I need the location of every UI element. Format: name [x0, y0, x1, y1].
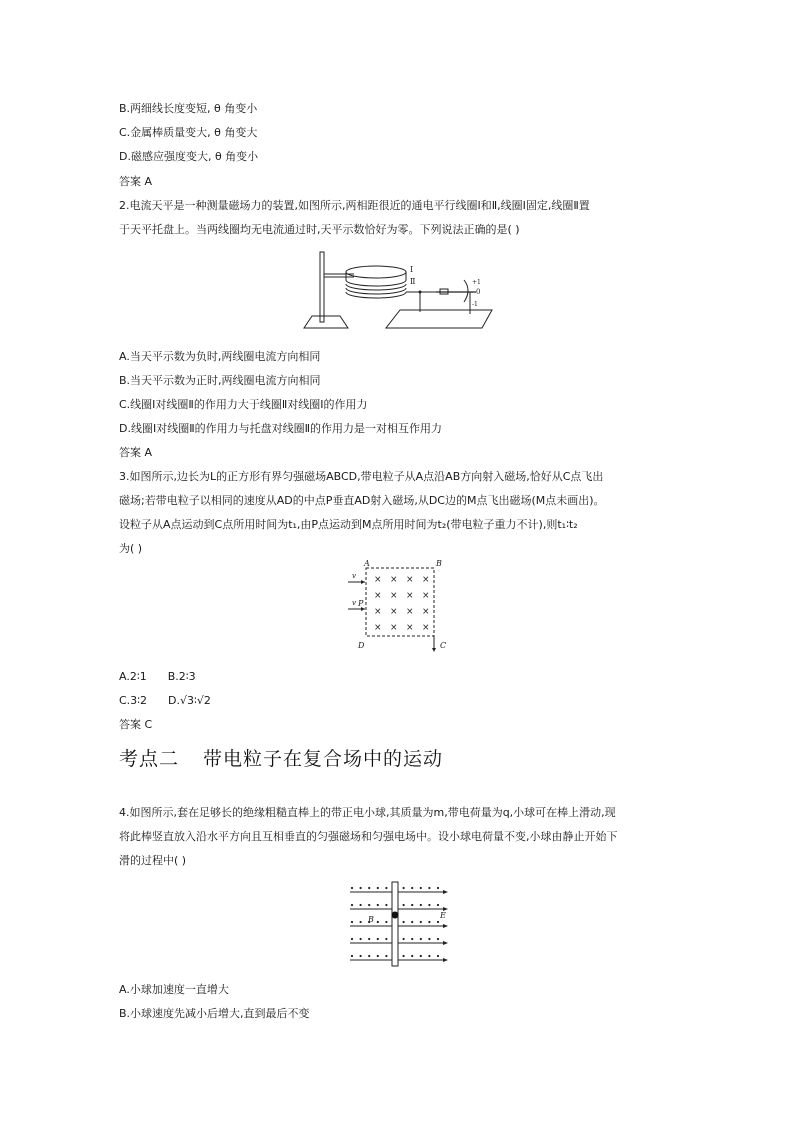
magnetic-field-dot	[351, 938, 353, 940]
field-arrow	[443, 890, 448, 894]
magnetic-field-dot	[385, 887, 387, 889]
section-title: 带电粒子在复合场中的运动	[203, 748, 444, 770]
field-cross: ×	[422, 575, 430, 585]
q4-stem-line1: 4.如图所示,套在足够长的绝缘粗糙直棒上的带正电小球,其质量为m,带电荷量为q,小球可在棒上滑动,现	[119, 806, 616, 819]
magnetic-field-dot	[437, 938, 439, 940]
magnetic-field-dot	[377, 904, 379, 906]
magnetic-field-dot	[428, 938, 430, 940]
magnetic-field-dot	[411, 955, 413, 957]
field-cross: ×	[390, 591, 398, 601]
q4-stem-line3: 滑的过程中( )	[119, 854, 187, 867]
magnetic-field-dot	[403, 955, 405, 957]
magnetic-field-dot	[351, 955, 353, 957]
magnetic-field-dot	[351, 887, 353, 889]
magnetic-field-dot	[377, 938, 379, 940]
magnetic-field-dot	[411, 938, 413, 940]
field-cross: ×	[406, 591, 414, 601]
magnetic-field-dot	[385, 921, 387, 923]
scale-plus: +1	[472, 279, 481, 286]
scale-zero: 0	[476, 288, 481, 296]
field-lines	[350, 887, 448, 962]
q4-stem-line2: 将此棒竖直放入沿水平方向且互相垂直的匀强磁场和匀强电场中。设小球电荷量不变,小球由静止开始下	[119, 830, 618, 843]
field-cross: ×	[422, 591, 430, 601]
corner-b: B	[436, 559, 442, 568]
magnetic-field-dot	[420, 887, 422, 889]
q2-option-d: D.线圈Ⅰ对线圈Ⅱ的作用力与托盘对线圈Ⅱ的作用力是一对相互作用力	[119, 422, 443, 435]
field-cross: ×	[390, 575, 398, 585]
magnetic-field-dot	[368, 955, 370, 957]
magnetic-field-dot	[411, 904, 413, 906]
field-cross: ×	[406, 575, 414, 585]
magnetic-field-dot	[420, 938, 422, 940]
magnetic-field-dot	[385, 904, 387, 906]
magnetic-field-dot	[437, 921, 439, 923]
q2-option-b: B.当天平示数为正时,两线圈电流方向相同	[119, 374, 321, 387]
field-cross: ×	[422, 607, 430, 617]
field-arrow	[443, 941, 448, 945]
field-cross: ×	[422, 623, 430, 633]
magnetic-field-dot	[403, 887, 405, 889]
midpoint-p: P	[358, 599, 364, 608]
magnetic-field-dot	[428, 904, 430, 906]
section-heading	[119, 744, 443, 771]
field-cross: ×	[374, 591, 382, 601]
magnetic-field-dot	[437, 887, 439, 889]
q3-option-d: D.√3∶√2	[168, 694, 211, 707]
magnetic-field-dot	[368, 887, 370, 889]
magnetic-field-dot	[360, 887, 362, 889]
field-label-e: E	[440, 911, 446, 920]
q1-answer: 答案 A	[119, 175, 153, 188]
q3-answer: 答案 C	[119, 718, 153, 731]
velocity-label-2: v	[352, 599, 356, 607]
magnetic-field-dot	[360, 938, 362, 940]
corner-d: D	[358, 641, 365, 650]
q3-option-a: A.2∶1	[119, 670, 147, 683]
q3-stem-line2: 磁场;若带电粒子以相同的速度从AD的中点P垂直AD射入磁场,从DC边的M点飞出磁场(M点未画出)。	[119, 494, 605, 507]
magnetic-field-dot	[403, 921, 405, 923]
q4-option-a: A.小球加速度一直增大	[119, 983, 229, 996]
q3-stem-line1: 3.如图所示,边长为L的正方形有界匀强磁场ABCD,带电粒子从A点沿AB方向射入磁场,恰好从C点飞出	[119, 470, 604, 483]
magnetic-field-dot	[385, 938, 387, 940]
field-cross: ×	[390, 623, 398, 633]
magnetic-field-dot	[403, 904, 405, 906]
magnetic-field-dot	[385, 955, 387, 957]
magnetic-field-dot	[428, 921, 430, 923]
q2-stem-line1: 2.电流天平是一种测量磁场力的装置,如图所示,两相距很近的通电平行线圈Ⅰ和Ⅱ,线圈Ⅰ固定,线圈Ⅱ置	[119, 199, 590, 212]
q4-option-b: B.小球速度先减小后增大,直到最后不变	[119, 1007, 310, 1020]
q3-stem-line3: 设粒子从A点运动到C点所用时间为t₁,由P点运动到M点所用时间为t₂(带电粒子重力不计),则t₁∶t₂	[119, 518, 578, 531]
q3-stem-line4: 为( )	[119, 542, 143, 555]
q2-stem-line2: 于天平托盘上。当两线圈均无电流通过时,天平示数恰好为零。下列说法正确的是( )	[119, 223, 520, 236]
scale-minus: -1	[472, 301, 478, 308]
field-label-b: B	[368, 915, 374, 924]
magnetic-field-dot	[411, 921, 413, 923]
magnetic-field-dot	[360, 904, 362, 906]
section-number: 考点二	[119, 748, 180, 770]
field-cross: ×	[374, 607, 382, 617]
square-field-figure	[338, 558, 458, 658]
magnetic-field-dot	[428, 955, 430, 957]
q2-option-a: A.当天平示数为负时,两线圈电流方向相同	[119, 350, 321, 363]
magnetic-field-dot	[420, 904, 422, 906]
q2-answer: 答案 A	[119, 446, 153, 459]
magnetic-field-dot	[403, 938, 405, 940]
magnetic-field-dot	[351, 904, 353, 906]
magnetic-field-dot	[360, 921, 362, 923]
field-arrow	[443, 958, 448, 962]
field-arrow	[443, 924, 448, 928]
magnetic-field-dot	[428, 887, 430, 889]
magnetic-field-dot	[351, 921, 353, 923]
magnetic-field-dot	[377, 955, 379, 957]
q3-option-b: B.2∶3	[167, 670, 196, 683]
field-cross: ×	[406, 607, 414, 617]
field-cross: ×	[374, 623, 382, 633]
q1-option-c: C.金属棒质量变大, θ 角变大	[119, 126, 258, 139]
magnetic-field-dot	[377, 921, 379, 923]
q2-option-c: C.线圈Ⅰ对线圈Ⅱ的作用力大于线圈Ⅱ对线圈Ⅰ的作用力	[119, 398, 368, 411]
q3-options-row1	[119, 670, 196, 684]
field-cross: ×	[390, 607, 398, 617]
magnetic-field-dot	[420, 955, 422, 957]
field-cross: ×	[374, 575, 382, 585]
magnetic-field-dot	[368, 938, 370, 940]
field-cross: ×	[406, 623, 414, 633]
q1-option-d: D.磁感应强度变大, θ 角变小	[119, 150, 259, 163]
corner-a: A	[364, 559, 370, 568]
magnetic-field-dot	[411, 887, 413, 889]
magnetic-field-dot	[420, 921, 422, 923]
magnetic-field-dot	[437, 955, 439, 957]
corner-c: C	[440, 641, 447, 650]
q3-options-row2	[119, 694, 211, 708]
current-balance-figure	[296, 248, 496, 336]
rod-field-figure	[346, 878, 456, 970]
field-crosses	[374, 575, 430, 633]
coil-label-1: Ⅰ	[410, 265, 414, 274]
magnetic-field-dot	[437, 904, 439, 906]
q3-option-c: C.3∶2	[119, 694, 148, 707]
magnetic-field-dot	[368, 904, 370, 906]
coil-label-2: Ⅱ	[410, 277, 416, 286]
velocity-label-1: v	[352, 572, 356, 580]
magnetic-field-dot	[360, 955, 362, 957]
magnetic-field-dot	[377, 887, 379, 889]
q1-option-b: B.两细线长度变短, θ 角变小	[119, 102, 258, 115]
charged-ball	[392, 912, 399, 919]
